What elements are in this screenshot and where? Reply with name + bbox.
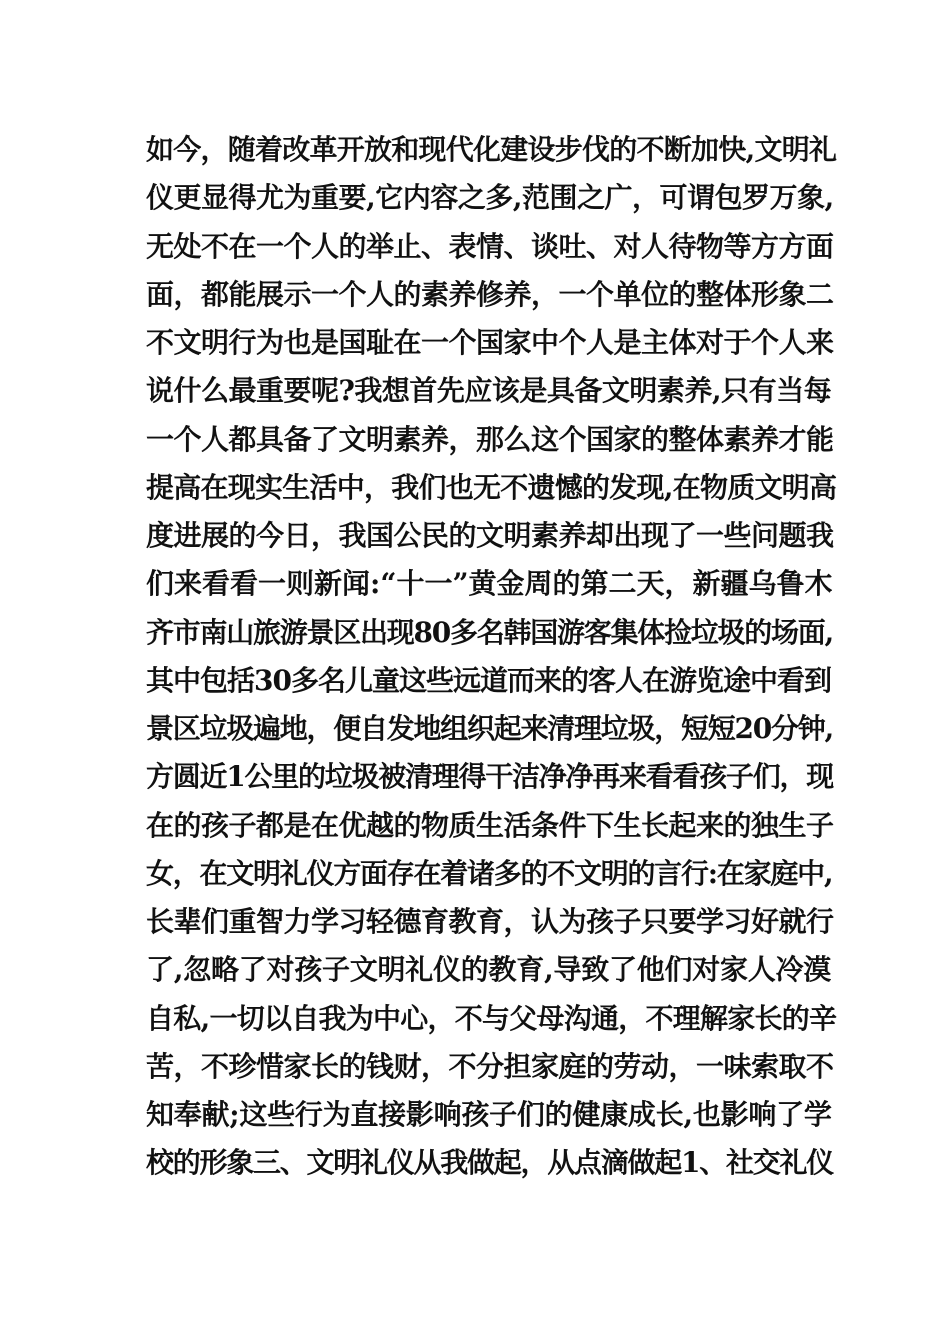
text-line: 校的形象三、文明礼仪从我做起，从点滴做起1、社交礼仪: [146, 1146, 833, 1180]
text-line: 说什么最重要呢?我想首先应该是具备文明素养,只有当每: [146, 374, 832, 408]
text-line: 在的孩子都是在优越的物质生活条件下生长起来的独生子: [146, 808, 834, 842]
text-line: 其中包括30多名儿童这些远道而来的客人在游览途中看到: [146, 663, 831, 697]
text-line: 不文明行为也是国耻在一个国家中个人是主体对于个人来: [146, 326, 834, 359]
text-line: 方圆近1公里的垃圾被清理得干洁净净再来看看孩子们，现: [146, 760, 833, 794]
text-line: 如今，随着改革开放和现代化建设步伐的不断加快,文明礼: [146, 133, 837, 166]
text-line: 自私,一切以自我为中心，不与父母沟通，不理解家长的辛: [146, 1001, 837, 1035]
text-line: 长辈们重智力学习轻德育教育，认为孩子只要学习好就行: [146, 905, 834, 938]
text-line: 面，都能展示一个人的素养修养，一个单位的整体形象二: [146, 277, 834, 311]
text-line: 了,忽略了对孩子文明礼仪的教育,导致了他们对家人冷漠: [146, 953, 831, 987]
text-line: 度进展的今日，我国公民的文明素养却出现了一些问题我: [146, 519, 834, 552]
text-line: 一个人都具备了文明素养，那么这个国家的整体素养才能: [146, 422, 834, 456]
text-line: 们来看看一则新闻:“十一”黄金周的第二天，新疆乌鲁木: [146, 567, 833, 601]
text-line: 无处不在一个人的举止、表情、谈吐、对人待物等方方面: [146, 229, 834, 263]
text-line: 齐市南山旅游景区出现80多名韩国游客集体捡垃圾的场面,: [146, 615, 833, 649]
text-line: 女，在文明礼仪方面存在着诸多的不文明的言行:在家庭中,: [146, 856, 833, 890]
text-line: 仪更显得尤为重要,它内容之多,范围之广，可谓包罗万象,: [146, 181, 834, 215]
text-line: 苦，不珍惜家长的钱财，不分担家庭的劳动，一味索取不: [146, 1049, 834, 1083]
text-line: 知奉献;这些行为直接影响孩子们的健康成长,也影响了学: [146, 1098, 832, 1131]
text-line: 景区垃圾遍地，便自发地组织起来清理垃圾，短短20分钟,: [146, 712, 833, 745]
text-line: 提高在现实生活中，我们也无不遗憾的发现,在物质文明高: [146, 470, 837, 504]
body-text: [146, 126, 836, 1188]
